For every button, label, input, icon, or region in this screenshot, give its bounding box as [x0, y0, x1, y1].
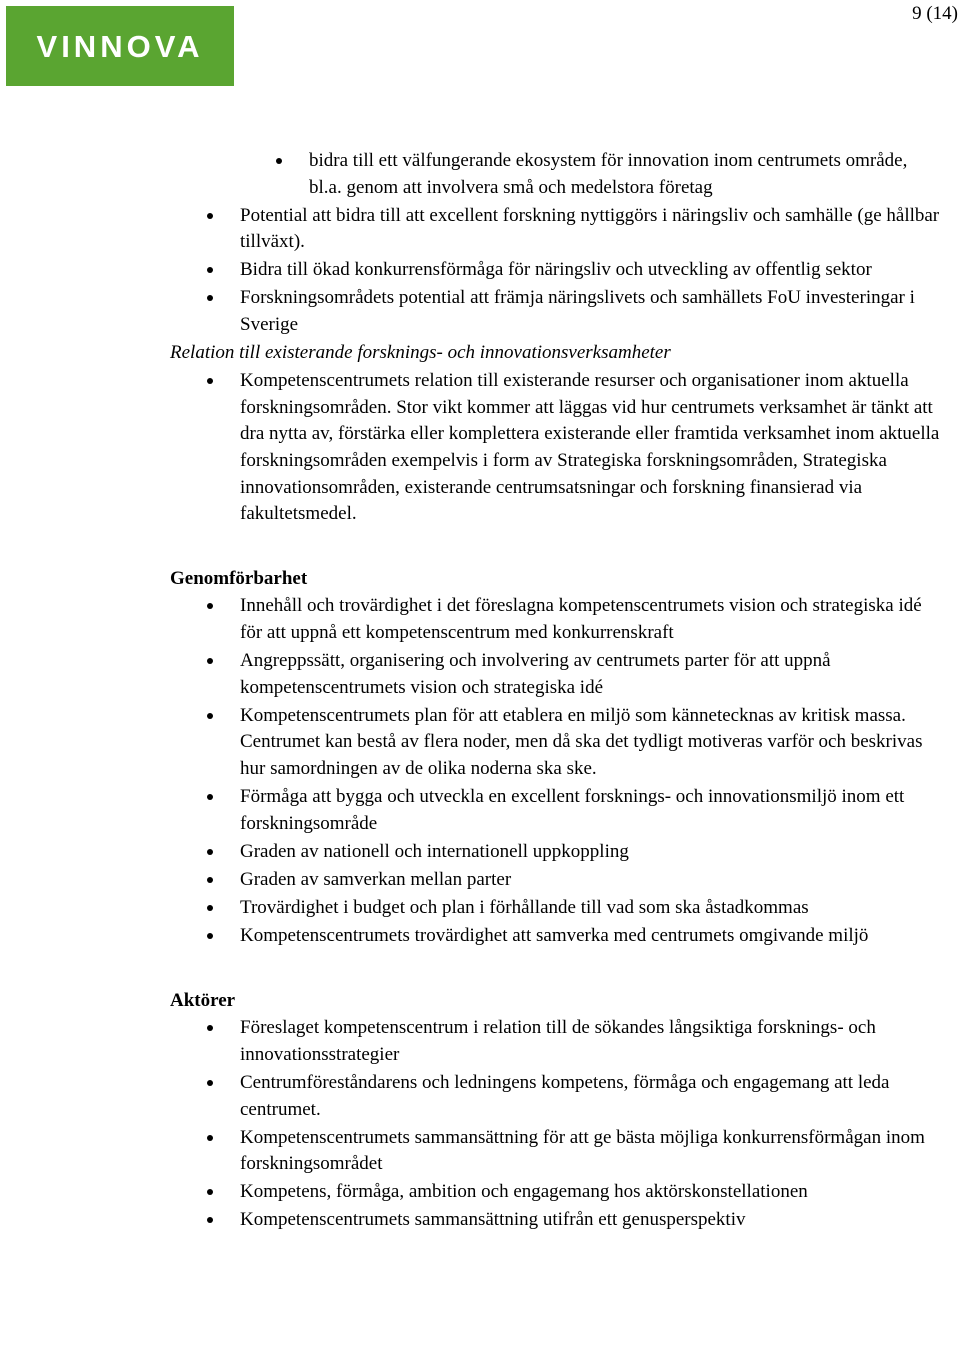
genomforbarhet-heading: Genomförbarhet — [170, 567, 308, 589]
page-number: 9 (14) — [912, 3, 958, 24]
list-item: Trovärdighet i budget och plan i förhållande till vad som ska åstadkommas — [170, 895, 940, 922]
aktorer-list — [170, 1015, 940, 1234]
list-item: Bidra till ökad konkurrensförmåga för näringsliv och utveckling av offentlig sektor — [170, 257, 940, 284]
genomforbarhet-list — [170, 593, 940, 949]
list-item: Kompetenscentrumets trovärdighet att samverka med centrumets omgivande miljö — [170, 923, 940, 950]
document-body — [170, 148, 940, 1235]
intro-list — [170, 148, 940, 201]
list-item: bidra till ett välfungerande ekosystem för innovation inom centrumets område, bl.a. genom att involvera små och medelstora företag — [170, 148, 940, 201]
list-item: Kompetenscentrumets sammansättning utifrån ett genusperspektiv — [170, 1207, 940, 1234]
list-item: Föreslaget kompetenscentrum i relation till de sökandes långsiktiga forsknings- och innovationsstrategier — [170, 1015, 940, 1068]
aktorer-heading: Aktörer — [170, 989, 236, 1011]
list-item: Innehåll och trovärdighet i det föreslagna kompetenscentrumets vision och strategiska idé för att uppnå ett kompetenscentrum med konkurrenskraft — [170, 593, 940, 646]
list-item: Graden av nationell och internationell uppkoppling — [170, 839, 940, 866]
vinnova-logo-mark — [6, 6, 234, 86]
relation-heading: Relation till existerande forsknings- och innovationsverksamheter — [170, 342, 671, 364]
list-item: Kompetenscentrumets plan för att etablera en miljö som kännetecknas av kritisk massa. Centrumet kan bestå av flera noder, men då ska det tydligt motiveras varför och beskrivas hur samordningen av de olika noderna ska ske. — [170, 703, 940, 783]
list-item: Forskningsområdets potential att främja näringslivets och samhällets FoU investeringar i Sverige — [170, 285, 940, 338]
list-item: Kompetenscentrumets relation till existerande resurser och organisationer inom aktuella forskningsområden. Stor vikt kommer att läggas vid hur centrumets verksamhet är tänkt att dra nytta av, förstärka eller komplettera existerande eller framtida verksamhet inom aktuella forskningsområden exempelvis i form av Strategiska forskningsområden, Strategiska innovationsområden, existerande centrumsatsningar och forskning finansierad via fakultetsmedel. — [170, 368, 940, 528]
criteria-list — [170, 203, 940, 339]
list-item: Kompetens, förmåga, ambition och engagemang hos aktörskonstellationen — [170, 1179, 940, 1206]
logo-text: VINNOVA — [36, 29, 204, 64]
list-item: Angreppssätt, organisering och involvering av centrumets parter för att uppnå kompetenscentrumets vision och strategiska idé — [170, 648, 940, 701]
list-item: Centrumföreståndarens och ledningens kompetens, förmåga och engagemang att leda centrumet. — [170, 1070, 940, 1123]
vinnova-logo — [6, 6, 234, 86]
relation-list — [170, 368, 940, 528]
list-item: Kompetenscentrumets sammansättning för att ge bästa möjliga konkurrensförmågan inom forskningsområdet — [170, 1125, 940, 1178]
list-item: Graden av samverkan mellan parter — [170, 867, 940, 894]
list-item: Förmåga att bygga och utveckla en excellent forsknings- och innovationsmiljö inom ett forskningsområde — [170, 784, 940, 837]
list-item: Potential att bidra till att excellent forskning nyttiggörs i näringsliv och samhälle (ge hållbar tillväxt). — [170, 203, 940, 256]
